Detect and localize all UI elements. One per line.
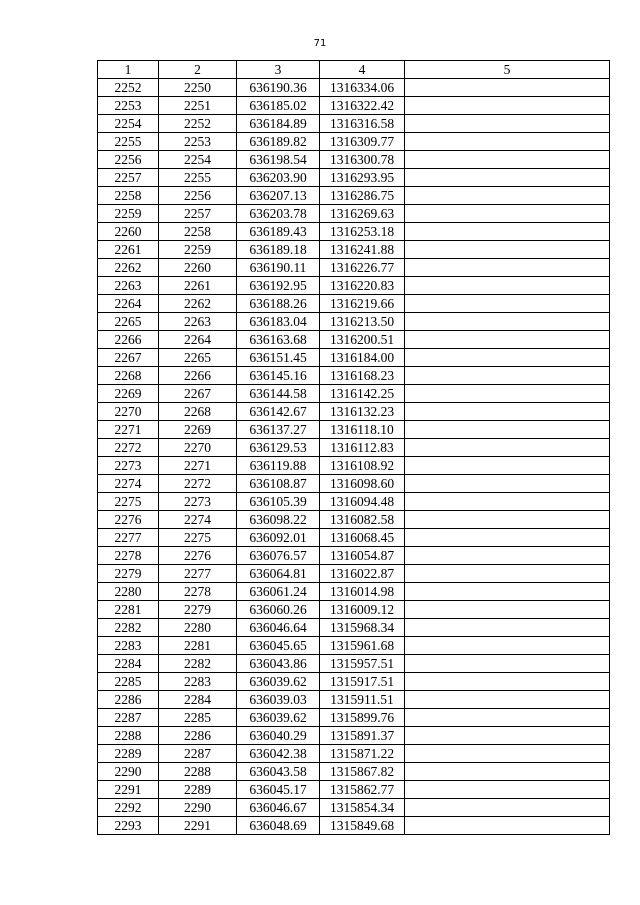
cell-y-coordinate: 1316241.88 xyxy=(320,241,405,259)
table-row xyxy=(98,601,610,619)
cell-point-number: 2257 xyxy=(98,169,159,187)
cell-point-number: 2282 xyxy=(98,619,159,637)
cell-x-coordinate: 636076.57 xyxy=(237,547,320,565)
cell-x-coordinate: 636203.90 xyxy=(237,169,320,187)
cell-point-number: 2284 xyxy=(98,655,159,673)
table-row xyxy=(98,133,610,151)
cell-x-coordinate: 636042.38 xyxy=(237,745,320,763)
table-row xyxy=(98,421,610,439)
cell-y-coordinate: 1315862.77 xyxy=(320,781,405,799)
cell-prev-point-number: 2287 xyxy=(159,745,237,763)
cell-y-coordinate: 1316316.58 xyxy=(320,115,405,133)
cell-x-coordinate: 636039.62 xyxy=(237,709,320,727)
cell-x-coordinate: 636108.87 xyxy=(237,475,320,493)
table-row xyxy=(98,439,610,457)
cell-x-coordinate: 636048.69 xyxy=(237,817,320,835)
cell-point-number: 2260 xyxy=(98,223,159,241)
cell-x-coordinate: 636043.58 xyxy=(237,763,320,781)
table-row xyxy=(98,259,610,277)
cell-prev-point-number: 2262 xyxy=(159,295,237,313)
cell-point-number: 2291 xyxy=(98,781,159,799)
cell-y-coordinate: 1316269.63 xyxy=(320,205,405,223)
cell-prev-point-number: 2268 xyxy=(159,403,237,421)
cell-point-number: 2280 xyxy=(98,583,159,601)
cell-point-number: 2268 xyxy=(98,367,159,385)
table-row xyxy=(98,727,610,745)
cell-y-coordinate: 1316286.75 xyxy=(320,187,405,205)
cell-point-number: 2262 xyxy=(98,259,159,277)
table-row xyxy=(98,295,610,313)
page-number: 71 xyxy=(313,38,327,49)
cell-x-coordinate: 636189.18 xyxy=(237,241,320,259)
table-row xyxy=(98,529,610,547)
cell-x-coordinate: 636040.29 xyxy=(237,727,320,745)
table-row xyxy=(98,403,610,421)
cell-point-number: 2293 xyxy=(98,817,159,835)
cell-point-number: 2281 xyxy=(98,601,159,619)
cell-y-coordinate: 1316068.45 xyxy=(320,529,405,547)
cell-point-number: 2270 xyxy=(98,403,159,421)
cell-prev-point-number: 2285 xyxy=(159,709,237,727)
cell-point-number: 2273 xyxy=(98,457,159,475)
cell-prev-point-number: 2259 xyxy=(159,241,237,259)
cell-prev-point-number: 2282 xyxy=(159,655,237,673)
cell-x-coordinate: 636184.89 xyxy=(237,115,320,133)
cell-prev-point-number: 2290 xyxy=(159,799,237,817)
cell-y-coordinate: 1316082.58 xyxy=(320,511,405,529)
cell-prev-point-number: 2288 xyxy=(159,763,237,781)
cell-point-number: 2256 xyxy=(98,151,159,169)
cell-x-coordinate: 636137.27 xyxy=(237,421,320,439)
cell-prev-point-number: 2258 xyxy=(159,223,237,241)
cell-point-number: 2275 xyxy=(98,493,159,511)
cell-x-coordinate: 636119.88 xyxy=(237,457,320,475)
cell-point-number: 2259 xyxy=(98,205,159,223)
cell-x-coordinate: 636198.54 xyxy=(237,151,320,169)
cell-point-number: 2289 xyxy=(98,745,159,763)
cell-y-coordinate: 1315961.68 xyxy=(320,637,405,655)
table-row xyxy=(98,619,610,637)
table-row xyxy=(98,385,610,403)
cell-prev-point-number: 2280 xyxy=(159,619,237,637)
cell-x-coordinate: 636092.01 xyxy=(237,529,320,547)
cell-point-number: 2253 xyxy=(98,97,159,115)
cell-prev-point-number: 2252 xyxy=(159,115,237,133)
table-row xyxy=(98,709,610,727)
table-row xyxy=(98,205,610,223)
cell-x-coordinate: 636098.22 xyxy=(237,511,320,529)
cell-note xyxy=(405,673,610,691)
table-row xyxy=(98,511,610,529)
header-row xyxy=(98,61,610,79)
cell-y-coordinate: 1315911.51 xyxy=(320,691,405,709)
cell-point-number: 2287 xyxy=(98,709,159,727)
cell-x-coordinate: 636207.13 xyxy=(237,187,320,205)
cell-point-number: 2285 xyxy=(98,673,159,691)
cell-x-coordinate: 636183.04 xyxy=(237,313,320,331)
cell-prev-point-number: 2278 xyxy=(159,583,237,601)
column-header-5: 5 xyxy=(405,61,610,79)
cell-note xyxy=(405,655,610,673)
cell-x-coordinate: 636163.68 xyxy=(237,331,320,349)
cell-prev-point-number: 2272 xyxy=(159,475,237,493)
cell-note xyxy=(405,313,610,331)
cell-note xyxy=(405,565,610,583)
cell-y-coordinate: 1316022.87 xyxy=(320,565,405,583)
cell-x-coordinate: 636039.03 xyxy=(237,691,320,709)
cell-prev-point-number: 2277 xyxy=(159,565,237,583)
cell-prev-point-number: 2267 xyxy=(159,385,237,403)
cell-prev-point-number: 2264 xyxy=(159,331,237,349)
cell-point-number: 2279 xyxy=(98,565,159,583)
cell-x-coordinate: 636105.39 xyxy=(237,493,320,511)
cell-x-coordinate: 636046.64 xyxy=(237,619,320,637)
cell-note xyxy=(405,187,610,205)
cell-prev-point-number: 2251 xyxy=(159,97,237,115)
table-row xyxy=(98,565,610,583)
cell-x-coordinate: 636142.67 xyxy=(237,403,320,421)
table-row xyxy=(98,367,610,385)
cell-point-number: 2266 xyxy=(98,331,159,349)
coordinates-table xyxy=(97,60,610,835)
cell-y-coordinate: 1316142.25 xyxy=(320,385,405,403)
cell-note xyxy=(405,259,610,277)
cell-point-number: 2255 xyxy=(98,133,159,151)
table-row xyxy=(98,781,610,799)
cell-y-coordinate: 1315957.51 xyxy=(320,655,405,673)
table-row xyxy=(98,169,610,187)
cell-point-number: 2264 xyxy=(98,295,159,313)
cell-prev-point-number: 2289 xyxy=(159,781,237,799)
cell-x-coordinate: 636129.53 xyxy=(237,439,320,457)
cell-y-coordinate: 1316054.87 xyxy=(320,547,405,565)
cell-note xyxy=(405,331,610,349)
cell-y-coordinate: 1315899.76 xyxy=(320,709,405,727)
table-row xyxy=(98,187,610,205)
cell-y-coordinate: 1316309.77 xyxy=(320,133,405,151)
cell-point-number: 2276 xyxy=(98,511,159,529)
cell-point-number: 2267 xyxy=(98,349,159,367)
cell-prev-point-number: 2261 xyxy=(159,277,237,295)
cell-x-coordinate: 636039.62 xyxy=(237,673,320,691)
cell-point-number: 2258 xyxy=(98,187,159,205)
cell-y-coordinate: 1316293.95 xyxy=(320,169,405,187)
cell-note xyxy=(405,547,610,565)
cell-prev-point-number: 2273 xyxy=(159,493,237,511)
cell-y-coordinate: 1316098.60 xyxy=(320,475,405,493)
cell-x-coordinate: 636189.82 xyxy=(237,133,320,151)
cell-note xyxy=(405,205,610,223)
cell-point-number: 2290 xyxy=(98,763,159,781)
table-row xyxy=(98,97,610,115)
cell-x-coordinate: 636046.67 xyxy=(237,799,320,817)
cell-point-number: 2277 xyxy=(98,529,159,547)
cell-note xyxy=(405,745,610,763)
cell-prev-point-number: 2274 xyxy=(159,511,237,529)
cell-point-number: 2271 xyxy=(98,421,159,439)
cell-y-coordinate: 1316132.23 xyxy=(320,403,405,421)
table-row xyxy=(98,151,610,169)
cell-prev-point-number: 2276 xyxy=(159,547,237,565)
cell-y-coordinate: 1316108.92 xyxy=(320,457,405,475)
cell-note xyxy=(405,277,610,295)
cell-note xyxy=(405,169,610,187)
cell-y-coordinate: 1316300.78 xyxy=(320,151,405,169)
cell-y-coordinate: 1315867.82 xyxy=(320,763,405,781)
cell-point-number: 2278 xyxy=(98,547,159,565)
table-row xyxy=(98,241,610,259)
cell-prev-point-number: 2279 xyxy=(159,601,237,619)
cell-point-number: 2261 xyxy=(98,241,159,259)
cell-point-number: 2252 xyxy=(98,79,159,97)
cell-y-coordinate: 1316220.83 xyxy=(320,277,405,295)
cell-y-coordinate: 1315968.34 xyxy=(320,619,405,637)
cell-note xyxy=(405,619,610,637)
table-row xyxy=(98,583,610,601)
column-header-4: 4 xyxy=(320,61,405,79)
table-row xyxy=(98,313,610,331)
cell-point-number: 2274 xyxy=(98,475,159,493)
cell-note xyxy=(405,511,610,529)
cell-note xyxy=(405,727,610,745)
table-row xyxy=(98,673,610,691)
cell-y-coordinate: 1315854.34 xyxy=(320,799,405,817)
cell-note xyxy=(405,367,610,385)
table-header xyxy=(98,61,610,79)
table-row xyxy=(98,817,610,835)
cell-y-coordinate: 1315849.68 xyxy=(320,817,405,835)
cell-y-coordinate: 1316009.12 xyxy=(320,601,405,619)
cell-point-number: 2265 xyxy=(98,313,159,331)
cell-prev-point-number: 2257 xyxy=(159,205,237,223)
table-row xyxy=(98,799,610,817)
cell-prev-point-number: 2283 xyxy=(159,673,237,691)
cell-y-coordinate: 1316168.23 xyxy=(320,367,405,385)
cell-prev-point-number: 2269 xyxy=(159,421,237,439)
table-row xyxy=(98,223,610,241)
cell-x-coordinate: 636151.45 xyxy=(237,349,320,367)
cell-note xyxy=(405,781,610,799)
column-header-3: 3 xyxy=(237,61,320,79)
cell-y-coordinate: 1316253.18 xyxy=(320,223,405,241)
cell-note xyxy=(405,295,610,313)
cell-y-coordinate: 1316094.48 xyxy=(320,493,405,511)
cell-note xyxy=(405,493,610,511)
cell-point-number: 2288 xyxy=(98,727,159,745)
cell-note xyxy=(405,763,610,781)
cell-note xyxy=(405,421,610,439)
cell-x-coordinate: 636145.16 xyxy=(237,367,320,385)
table-row xyxy=(98,547,610,565)
cell-x-coordinate: 636190.11 xyxy=(237,259,320,277)
cell-note xyxy=(405,403,610,421)
cell-note xyxy=(405,457,610,475)
cell-prev-point-number: 2271 xyxy=(159,457,237,475)
cell-prev-point-number: 2256 xyxy=(159,187,237,205)
cell-prev-point-number: 2253 xyxy=(159,133,237,151)
cell-x-coordinate: 636043.86 xyxy=(237,655,320,673)
cell-note xyxy=(405,475,610,493)
table-row xyxy=(98,277,610,295)
cell-x-coordinate: 636045.65 xyxy=(237,637,320,655)
cell-x-coordinate: 636190.36 xyxy=(237,79,320,97)
cell-y-coordinate: 1315871.22 xyxy=(320,745,405,763)
cell-prev-point-number: 2266 xyxy=(159,367,237,385)
table-row xyxy=(98,763,610,781)
cell-x-coordinate: 636144.58 xyxy=(237,385,320,403)
cell-y-coordinate: 1316322.42 xyxy=(320,97,405,115)
cell-y-coordinate: 1315891.37 xyxy=(320,727,405,745)
cell-y-coordinate: 1316014.98 xyxy=(320,583,405,601)
cell-note xyxy=(405,349,610,367)
cell-y-coordinate: 1316112.83 xyxy=(320,439,405,457)
column-header-2: 2 xyxy=(159,61,237,79)
cell-note xyxy=(405,385,610,403)
table-row xyxy=(98,115,610,133)
table-body xyxy=(98,79,610,835)
cell-prev-point-number: 2263 xyxy=(159,313,237,331)
cell-prev-point-number: 2250 xyxy=(159,79,237,97)
cell-point-number: 2286 xyxy=(98,691,159,709)
cell-note xyxy=(405,223,610,241)
cell-note xyxy=(405,601,610,619)
table-row xyxy=(98,457,610,475)
cell-note xyxy=(405,97,610,115)
cell-point-number: 2269 xyxy=(98,385,159,403)
cell-point-number: 2272 xyxy=(98,439,159,457)
cell-y-coordinate: 1316200.51 xyxy=(320,331,405,349)
cell-prev-point-number: 2255 xyxy=(159,169,237,187)
cell-note xyxy=(405,79,610,97)
cell-x-coordinate: 636061.24 xyxy=(237,583,320,601)
cell-x-coordinate: 636192.95 xyxy=(237,277,320,295)
cell-note xyxy=(405,709,610,727)
cell-x-coordinate: 636185.02 xyxy=(237,97,320,115)
cell-point-number: 2292 xyxy=(98,799,159,817)
table-row xyxy=(98,493,610,511)
cell-prev-point-number: 2275 xyxy=(159,529,237,547)
cell-x-coordinate: 636064.81 xyxy=(237,565,320,583)
table-row xyxy=(98,745,610,763)
cell-prev-point-number: 2270 xyxy=(159,439,237,457)
table-row xyxy=(98,475,610,493)
cell-prev-point-number: 2265 xyxy=(159,349,237,367)
cell-prev-point-number: 2281 xyxy=(159,637,237,655)
cell-prev-point-number: 2284 xyxy=(159,691,237,709)
cell-y-coordinate: 1316184.00 xyxy=(320,349,405,367)
table-row xyxy=(98,637,610,655)
cell-note xyxy=(405,691,610,709)
cell-prev-point-number: 2286 xyxy=(159,727,237,745)
cell-y-coordinate: 1316226.77 xyxy=(320,259,405,277)
table-row xyxy=(98,691,610,709)
cell-point-number: 2254 xyxy=(98,115,159,133)
cell-x-coordinate: 636189.43 xyxy=(237,223,320,241)
cell-note xyxy=(405,151,610,169)
cell-note xyxy=(405,115,610,133)
cell-x-coordinate: 636060.26 xyxy=(237,601,320,619)
table-row xyxy=(98,331,610,349)
cell-x-coordinate: 636188.26 xyxy=(237,295,320,313)
cell-note xyxy=(405,799,610,817)
cell-point-number: 2263 xyxy=(98,277,159,295)
column-header-1: 1 xyxy=(98,61,159,79)
table-row xyxy=(98,655,610,673)
table-row xyxy=(98,349,610,367)
table-row xyxy=(98,79,610,97)
cell-y-coordinate: 1316334.06 xyxy=(320,79,405,97)
cell-y-coordinate: 1316118.10 xyxy=(320,421,405,439)
cell-note xyxy=(405,133,610,151)
cell-point-number: 2283 xyxy=(98,637,159,655)
cell-prev-point-number: 2254 xyxy=(159,151,237,169)
cell-note xyxy=(405,241,610,259)
cell-x-coordinate: 636045.17 xyxy=(237,781,320,799)
cell-note xyxy=(405,637,610,655)
cell-note xyxy=(405,439,610,457)
cell-note xyxy=(405,529,610,547)
cell-y-coordinate: 1316213.50 xyxy=(320,313,405,331)
cell-prev-point-number: 2260 xyxy=(159,259,237,277)
cell-prev-point-number: 2291 xyxy=(159,817,237,835)
cell-y-coordinate: 1315917.51 xyxy=(320,673,405,691)
cell-note xyxy=(405,817,610,835)
cell-note xyxy=(405,583,610,601)
cell-y-coordinate: 1316219.66 xyxy=(320,295,405,313)
cell-x-coordinate: 636203.78 xyxy=(237,205,320,223)
